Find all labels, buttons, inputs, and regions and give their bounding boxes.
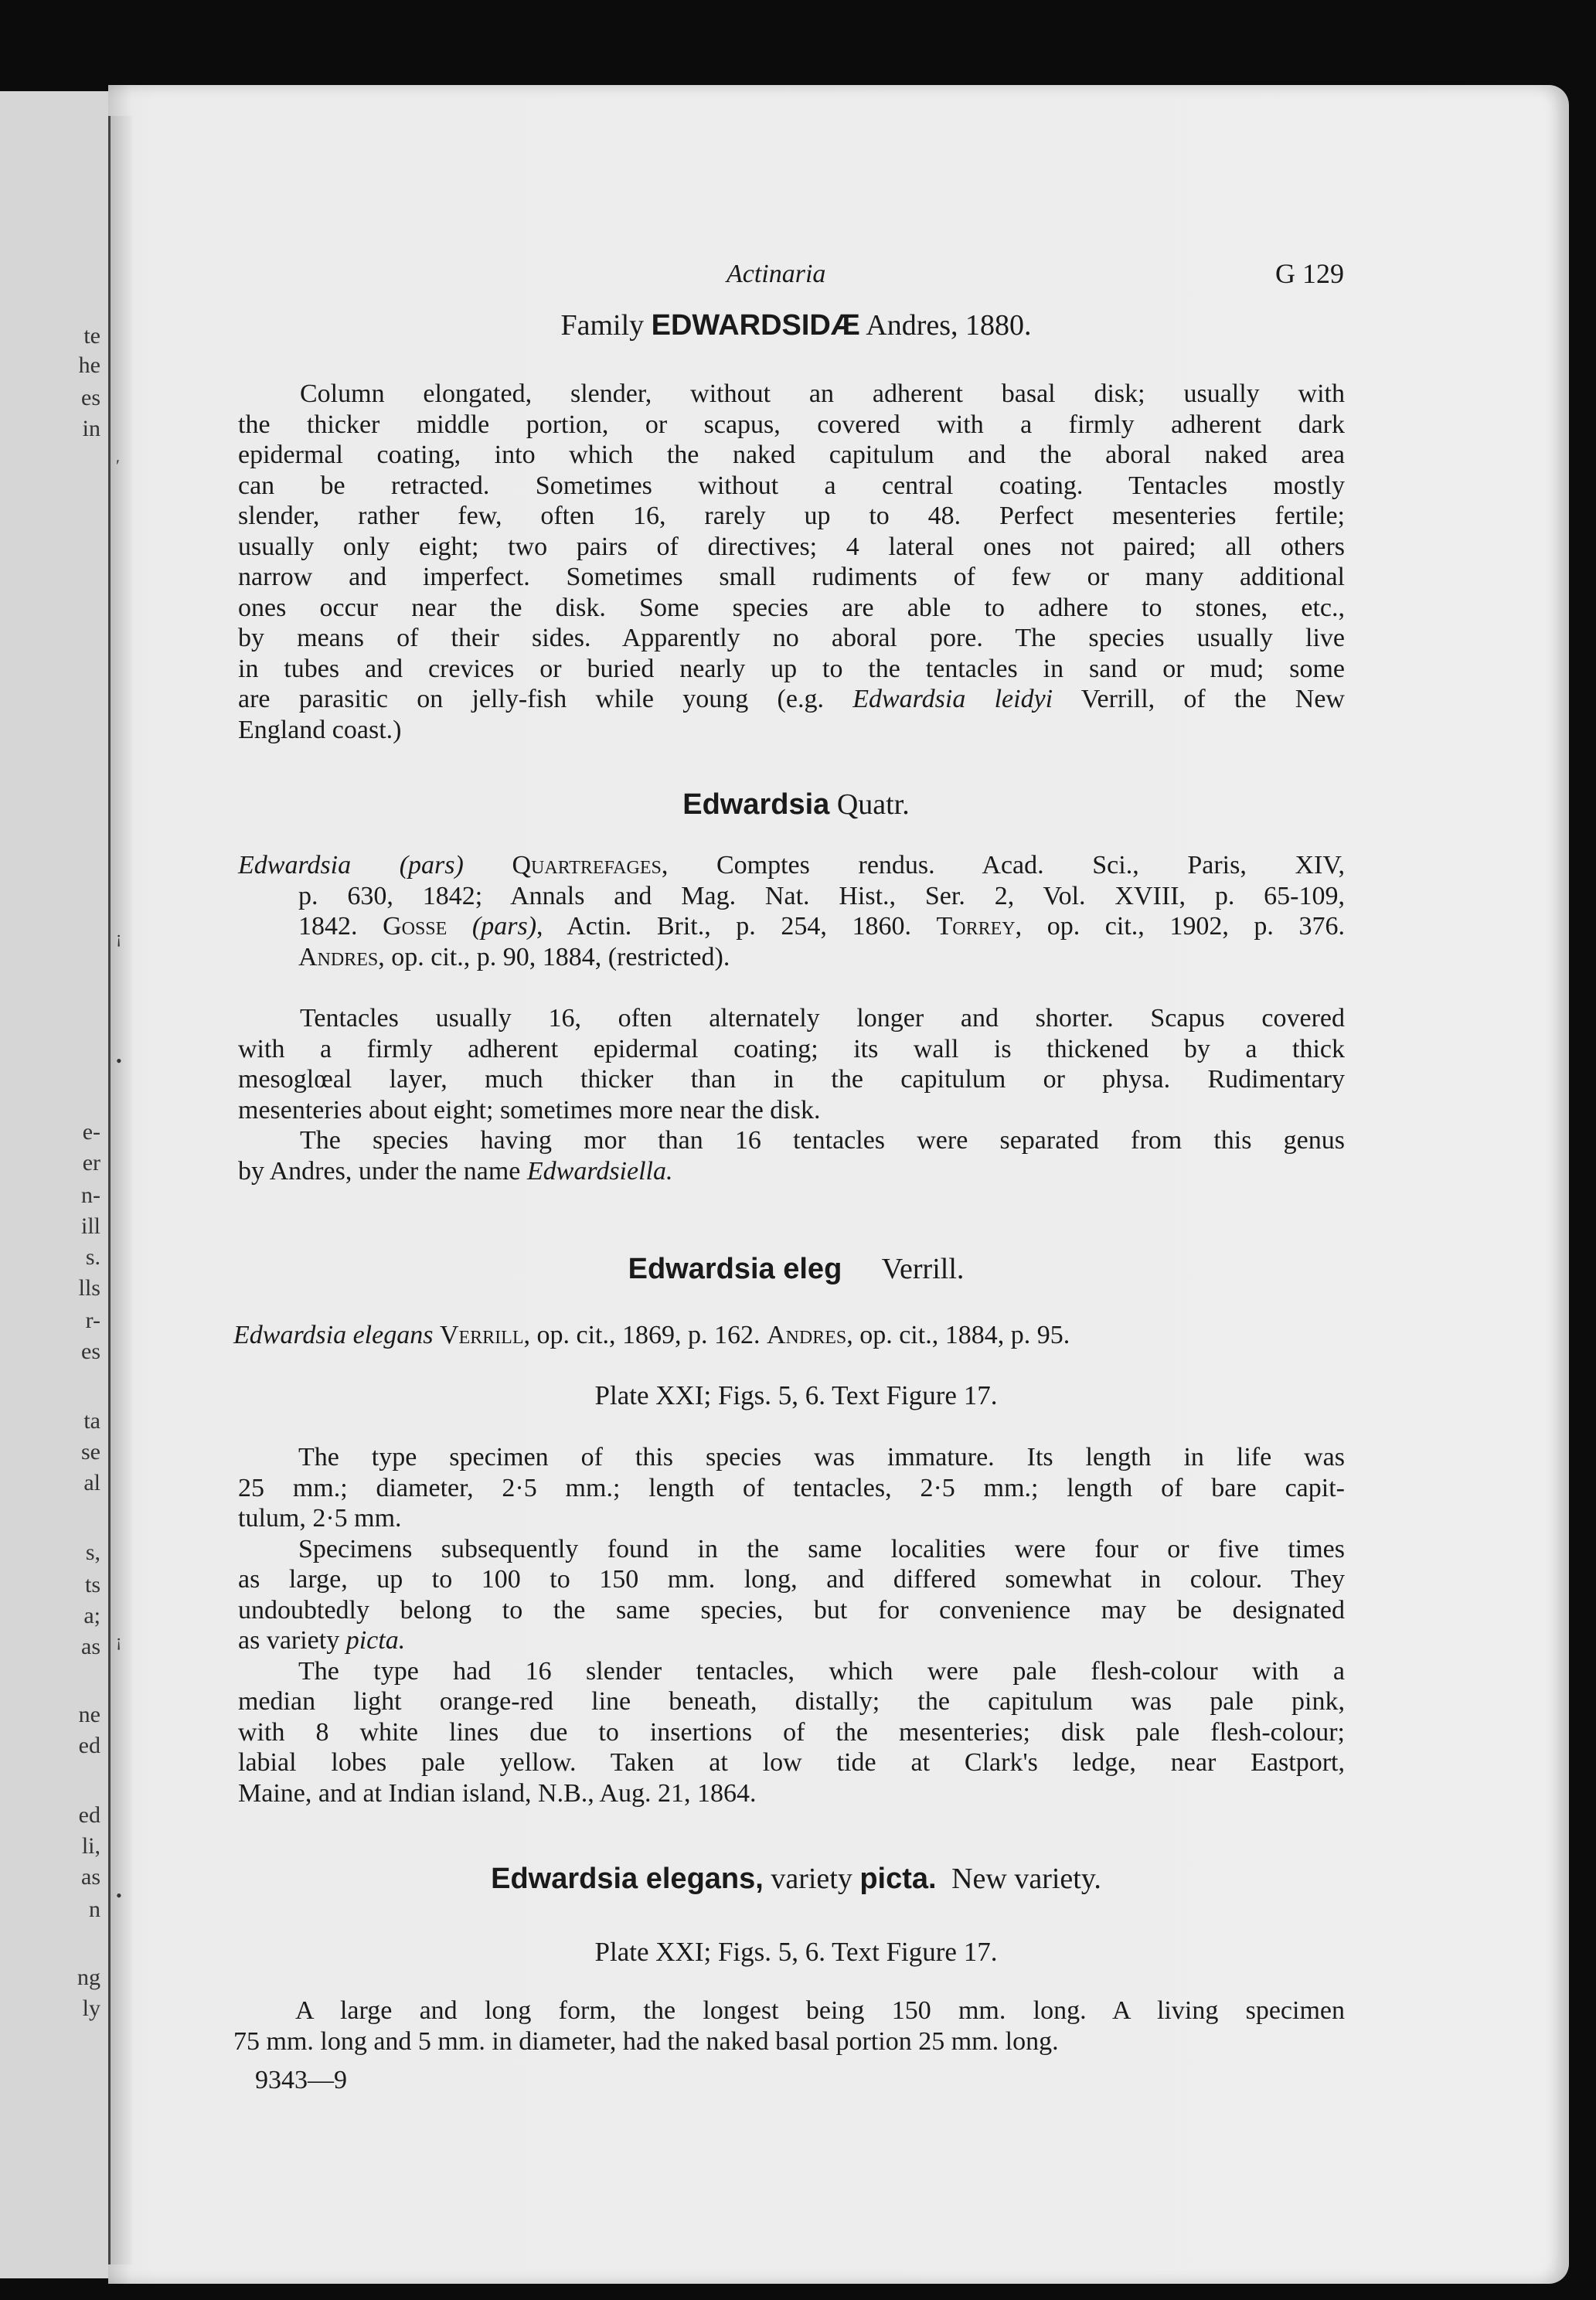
page-gutter <box>108 116 132 2264</box>
facing-page-text-fragment: ill <box>80 1213 100 1239</box>
facing-page-text-fragment: as <box>81 1864 100 1890</box>
family-heading: Family EDWARDSIDÆ Andres, 1880. <box>560 309 1032 342</box>
facing-page-text-fragment: n <box>89 1897 100 1922</box>
facing-page-text-fragment: ne <box>78 1702 100 1727</box>
species-description: The type specimen of this species was immature. Its length in life was 25 mm.; diameter, 2·5 mm.; length of tentacles, 2·5 mm.; length of bare capit- tulum, 2·5 mm. Specimens subsequently found in the same localities were four or five times as large, up to 100 to 150 mm. long, and differed somewhat in colour. They undoubtedly belong to the same species, but for convenience may be designated as variety picta. The type had 16 slender tentacles, which were pale flesh-colour with a median light orange-red line beneath, distally; the capitulum was pale pink, with 8 white lines due to insertions of the mesenteries; disk pale flesh-colour; labial lobes pale yellow. Taken at low tide at Clark's ledge, near Eastport, Maine, and at Indian island, N.B., Aug. 21, 1864. <box>238 1443 1345 1808</box>
variety-plate-reference: Plate XXI; Figs. 5, 6. Text Figure 17. <box>594 1937 998 1967</box>
genus-synonymy: Edwardsia (pars) Quartrefages, Comptes rendus. Acad. Sci., Paris, XIV, p. 630, 1842; Annals and Mag. Nat. Hist., Ser. 2, Vol. XVIII, p. 65-109, 1842. Gosse (pars), Actin. Brit., p. 254, 1860. Torrey, op. cit., 1902, p. 376. Andres, op. cit., p. 90, 1884, (restricted). <box>238 851 1346 971</box>
facing-page-edge <box>0 91 111 2278</box>
facing-page-text-fragment: he <box>78 352 100 378</box>
genus-heading: Edwardsia Quatr. <box>682 788 910 821</box>
facing-page-text-fragment: e- <box>82 1119 100 1145</box>
facing-page-text-fragment: n- <box>81 1182 100 1208</box>
gutter-mark: • <box>116 1886 122 1905</box>
facing-page-text-fragment: li, <box>81 1833 100 1859</box>
species-synonymy: Edwardsia elegans Verrill, op. cit., 1869, p. 162. Andres, op. cit., 1884, p. 95. <box>233 1321 1070 1349</box>
genus-description: Tentacles usually 16, often alternately longer and shorter. Scapus covered with a firmly adherent epidermal coating; its wall is thickened by a thick mesoglœal layer, much thicker than in the capitulum or physa. Rudimentary mesenteries about eight; sometimes more near the disk. The species having mor than 16 tentacles were separated from this genus by Andres, under the name Edwardsiella. <box>238 1004 1345 1186</box>
facing-page-text-fragment: ta <box>83 1408 100 1434</box>
running-title: Actinaria <box>727 260 826 288</box>
facing-page-text-fragment: se <box>81 1439 100 1465</box>
facing-page-text-fragment: in <box>82 416 100 441</box>
family-description: Column elongated, slender, without an adherent basal disk; usually with the thicker middle portion, or scapus, covered with a firmly adherent dark epidermal coating, into which the naked capitulum and the aboral naked area can be retracted. Sometimes without a central coating. Tentacles mostly slender, rather few, often 16, rarely up to 48. Perfect mesenteries fertile; usually only eight; two pairs of directives; 4 lateral ones not paired; all others narrow and imperfect. Sometimes small rudiments of few or many additional ones occur near the disk. Some species are able to adhere to stones, etc., by means of their sides. Apparently no aboral pore. The species usually live in tubes and crevices or buried nearly up to the tentacles in sand or mud; some are parasitic on jelly-fish while young (e.g. Edwardsia leidyi Verrill, of the New England coast.) <box>238 379 1345 744</box>
facing-page-text-fragment: as <box>81 1634 100 1659</box>
facing-page-text-fragment: a; <box>83 1603 100 1628</box>
facing-page-text-fragment: es <box>81 385 100 410</box>
species-plate-reference: Plate XXI; Figs. 5, 6. Text Figure 17. <box>594 1380 998 1410</box>
gutter-mark: ¡ <box>116 927 122 947</box>
gutter-mark: • <box>116 1051 122 1070</box>
facing-page-text-fragment: r- <box>85 1308 100 1333</box>
species-heading: Edwardsia eleg Verrill. <box>628 1253 965 1285</box>
printer-signature: 9343—9 <box>255 2066 347 2094</box>
facing-page-text-fragment: ts <box>84 1572 100 1597</box>
facing-page-text-fragment: ly <box>82 1995 100 2021</box>
facing-page-text-fragment: lls <box>78 1275 100 1301</box>
facing-page-text-fragment: ed <box>78 1802 100 1828</box>
facing-page-text-fragment: ed <box>78 1733 100 1758</box>
facing-page-text-fragment: al <box>83 1470 100 1495</box>
facing-page-text-fragment: te <box>83 323 100 349</box>
facing-page-text-fragment: es <box>81 1339 100 1364</box>
variety-heading: Edwardsia elegans, variety picta. New variety. <box>491 1863 1101 1895</box>
variety-description: A large and long form, the longest being 150 mm. long. A living specimen 75 mm. long and 5 mm. in diameter, had the naked basal portion 25 mm. long. <box>233 1996 1345 2056</box>
page-number: G 129 <box>1275 258 1344 289</box>
facing-page-text-fragment: s, <box>85 1540 100 1565</box>
gutter-mark: ʹ <box>116 456 120 475</box>
facing-page-text-fragment: s. <box>85 1244 100 1270</box>
gutter-mark: ¡ <box>116 1631 122 1650</box>
facing-page-text-fragment: er <box>82 1150 100 1176</box>
facing-page-text-fragment: ng <box>77 1965 100 1990</box>
